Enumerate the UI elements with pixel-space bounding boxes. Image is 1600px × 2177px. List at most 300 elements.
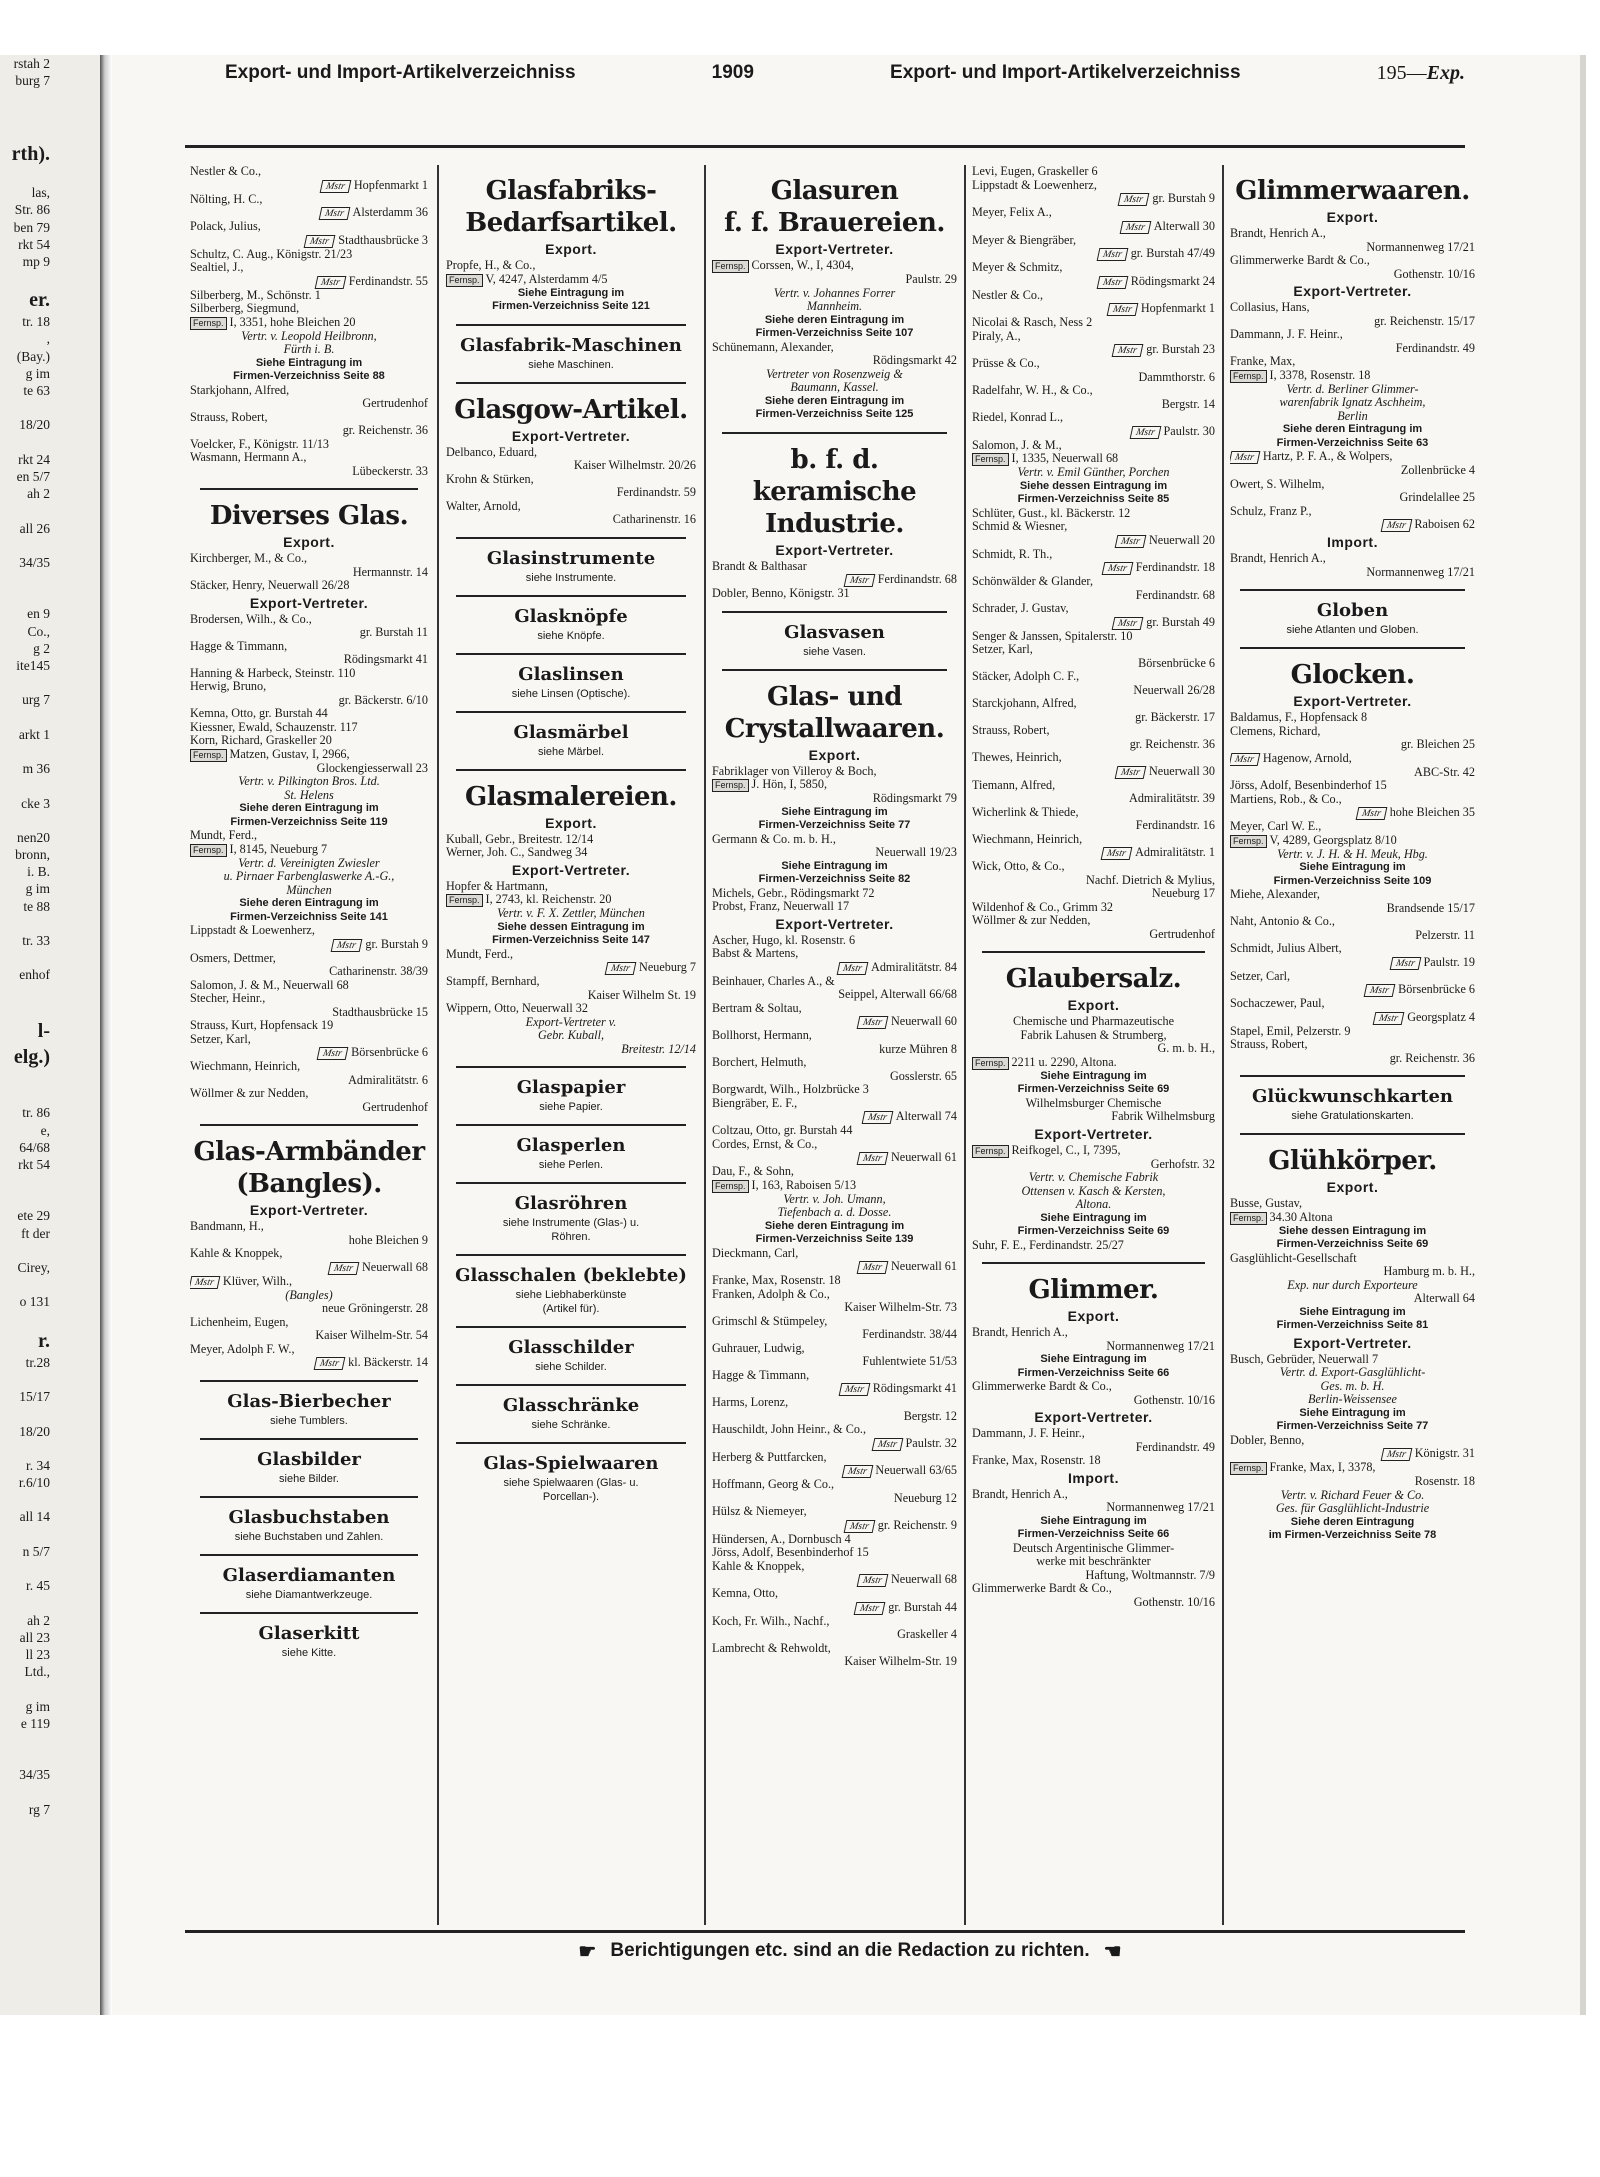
entry-line <box>446 846 696 860</box>
telephone-badge: Fernsp. <box>1230 1462 1267 1475</box>
entry-text: Gertrudenhof <box>362 1100 428 1114</box>
section-divider <box>982 1262 1205 1264</box>
entry-text: Miehe, Alexander, <box>1230 888 1320 901</box>
previous-page-text: g im <box>25 1698 50 1714</box>
previous-page-text <box>0 167 100 184</box>
entry-text: Stadthausbrücke 15 <box>332 1005 428 1019</box>
entry-text: Glasschalen (beklebte) <box>455 1265 687 1286</box>
entry-address <box>972 765 1215 779</box>
entry-address <box>190 1006 428 1020</box>
entry-text: Export-Vertreter. <box>1293 283 1412 299</box>
entry-line <box>1230 752 1475 766</box>
previous-page-text: 34/35 <box>19 554 50 570</box>
entry-text: Ferdinandstr. 59 <box>616 486 696 499</box>
entry-text: Lübeckerstr. 33 <box>352 464 428 478</box>
section-divider <box>456 1326 686 1328</box>
entry-text: Firmen-Verzeichniss Seite 141 <box>230 910 388 923</box>
entry-line <box>446 880 696 894</box>
entry-line <box>1230 888 1475 902</box>
entry-address <box>712 1355 957 1369</box>
entry-text: Cordes, Ernst, & Co., <box>712 1137 818 1151</box>
entry-text: Hauschildt, John Heinr., & Co., <box>712 1423 867 1436</box>
entry-text: gr. Reichenstr. 36 <box>342 424 428 437</box>
entry-text: Neuerwall 68 <box>362 1260 428 1274</box>
category-heading <box>712 508 957 540</box>
entry-line <box>1230 915 1475 929</box>
entry-text: Wilhelmsburger Chemische <box>1025 1096 1162 1110</box>
previous-page-text: g 2 <box>33 640 50 656</box>
previous-page-text <box>0 1001 100 1018</box>
entry-text: Propfe, H., & Co., <box>446 259 536 272</box>
representation-note <box>972 1171 1215 1185</box>
entry-text: Dobler, Benno, Königstr. 31 <box>712 587 850 600</box>
entry-text: Siehe deren Eintragung <box>1290 1515 1415 1528</box>
entry-address <box>972 1394 1215 1408</box>
entry-text: Glimmerwerke Bardt & Co., <box>972 1380 1112 1393</box>
entry-text: Export. <box>1067 997 1120 1013</box>
entry-address <box>190 275 428 289</box>
entry-text: Glasfabrik-Maschinen <box>460 334 682 356</box>
category-heading <box>190 500 428 532</box>
entry-address <box>1230 1011 1475 1025</box>
mstr-badge: Mstr <box>843 1520 875 1533</box>
previous-page-text <box>0 1070 100 1087</box>
representation-note <box>712 300 957 314</box>
entry-address <box>712 1260 957 1274</box>
category-heading <box>712 444 957 508</box>
entry-text: Siehe Eintragung im <box>1299 1406 1406 1419</box>
previous-page-text <box>0 1749 100 1766</box>
entry-address <box>190 1046 428 1060</box>
page-number-value: 195— <box>1376 61 1427 84</box>
entry-line <box>446 948 696 962</box>
entry-text: Röhren. <box>551 1231 591 1243</box>
entry-text: Siehe Eintragung im <box>1299 1305 1406 1318</box>
entry-text: Hündersen, A., Dornbusch 4 <box>712 1532 851 1546</box>
column-divider <box>964 165 966 1925</box>
representation-note <box>1230 1279 1475 1293</box>
entry-address <box>712 792 957 806</box>
cross-reference <box>1230 1109 1475 1123</box>
entry-line <box>972 234 1215 248</box>
entry-text: siehe Spielwaaren (Glas- u. <box>503 1477 639 1489</box>
representation-note <box>190 789 428 803</box>
section-subheading <box>712 914 957 934</box>
entry-line <box>190 1220 428 1234</box>
cross-reference <box>446 358 696 372</box>
entry-text: Industrie. <box>765 508 904 539</box>
entry-line <box>972 833 1215 847</box>
entry-text: Jörss, Adolf, Besenbinderhof 15 <box>1230 779 1387 792</box>
entry-text: Setzer, Karl, <box>190 1032 251 1046</box>
entry-text: siehe Instrumente. <box>525 571 617 584</box>
category-heading <box>446 663 696 687</box>
entry-address <box>1230 315 1475 329</box>
category-heading <box>446 1336 696 1360</box>
entry-text: Siehe Eintragung im <box>517 286 625 299</box>
register-reference <box>972 1212 1215 1226</box>
section-divider <box>1240 589 1465 591</box>
entry-text: Firmen-Verzeichniss Seite 82 <box>758 873 911 885</box>
entry-text: Stadthausbrücke 3 <box>338 233 428 247</box>
previous-page-text: e 119 <box>20 1715 50 1731</box>
entry-text: Siehe Eintragung im <box>781 805 888 818</box>
previous-page-text: Co., <box>27 623 50 639</box>
entry-text: Starkjohann, Alfred, <box>190 383 290 397</box>
representation-note <box>712 1206 957 1220</box>
category-heading <box>446 1134 696 1158</box>
previous-page-text: (Bay.) <box>16 348 50 364</box>
entry-text: Gerhofstr. 32 <box>1150 1157 1215 1171</box>
previous-page-text <box>0 1594 100 1611</box>
category-heading <box>190 1136 428 1168</box>
section-subheading <box>446 860 696 880</box>
cross-reference <box>190 1646 428 1660</box>
section-subheading <box>1230 281 1475 301</box>
entry-line <box>190 165 428 179</box>
section-divider <box>722 669 947 671</box>
entry-line <box>972 507 1215 521</box>
entry-text: Glaslinsen <box>518 663 624 685</box>
entry-address <box>712 1151 957 1165</box>
entry-text: Tiefenbach a. d. Dosse. <box>777 1206 892 1219</box>
entry-address <box>1230 491 1475 505</box>
entry-text: Vertr. v. Leopold Heilbronn, <box>241 329 377 343</box>
cross-reference <box>446 1476 696 1490</box>
cross-reference <box>446 687 696 701</box>
previous-page-text <box>0 1371 100 1388</box>
entry-line <box>190 1247 428 1261</box>
entry-text: Wicherlink & Thiede, <box>972 805 1079 819</box>
entry-address <box>190 1302 428 1316</box>
category-heading <box>446 1192 696 1216</box>
mstr-badge: Mstr <box>605 962 637 975</box>
representation-note <box>1230 383 1475 397</box>
entry-address <box>190 694 428 708</box>
previous-page-text: m 36 <box>22 761 50 777</box>
section-subheading <box>1230 1177 1475 1197</box>
entry-text: Siehe Eintragung im <box>1040 1211 1147 1224</box>
entry-text: Glasvasen <box>784 621 885 643</box>
entry-text: Vertr. d. Berliner Glimmer- <box>1286 382 1419 396</box>
entry-line <box>190 1343 428 1357</box>
entry-text: Strauss, Robert, <box>972 724 1050 737</box>
section-divider <box>200 1612 418 1614</box>
entry-text: Berlin-Weissensee <box>1308 1393 1397 1406</box>
entry-line <box>712 1615 957 1629</box>
entry-text: Vertr. d. Export-Gasglühlicht- <box>1279 1366 1426 1379</box>
entry-address <box>446 961 696 975</box>
entry-line <box>1230 1353 1475 1367</box>
entry-text: Firmen-Verzeichniss Seite 88 <box>233 370 385 382</box>
entry-text: Glasbilder <box>257 1449 361 1470</box>
entry-line <box>712 1274 957 1288</box>
entry-text: Mannheim. <box>806 300 863 313</box>
entry-address <box>190 626 428 640</box>
entry-text: Chemische und Pharmazeutische <box>1012 1015 1175 1028</box>
entry-text: Corssen, W., I, 4304, <box>751 259 854 272</box>
entry-text: Graskeller 4 <box>897 1628 957 1641</box>
entry-text: Meyer, Adolph F. W., <box>190 1342 295 1356</box>
entry-line <box>712 1642 957 1656</box>
entry-text: gr. Reichenstr. 9 <box>877 1518 957 1532</box>
entry-line <box>972 452 1215 466</box>
entry-address <box>972 561 1215 575</box>
section-subheading <box>190 593 428 613</box>
entry-text: Wiechmann, Heinrich, <box>190 1060 301 1073</box>
entry-line <box>972 289 1215 303</box>
entry-address <box>972 792 1215 806</box>
entry-text: Herwig, Bruno, <box>190 680 267 693</box>
entry-text: Dammann, J. F. Heinr., <box>1230 328 1343 341</box>
entry-text: Königstr. 31 <box>1414 1447 1475 1460</box>
footer-text: Berichtigungen etc. sind an die Redaction zu richten. <box>610 1940 1090 1961</box>
mstr-badge: Mstr <box>1230 753 1260 766</box>
category-heading <box>1230 1145 1475 1177</box>
mstr-badge: Mstr <box>854 1602 886 1615</box>
entry-line <box>972 602 1215 616</box>
entry-text: Rödingsmarkt 41 <box>872 1382 957 1395</box>
entry-text: Kirchberger, M., & Co., <box>190 552 308 565</box>
entry-line <box>712 560 957 574</box>
entry-text: Delbanco, Eduard, <box>446 445 538 459</box>
entry-text: Ges. für Gasglühlicht-Industrie <box>1275 1502 1430 1515</box>
entry-text: Börsenbrücke 6 <box>1138 656 1215 670</box>
page-number <box>1377 62 1465 85</box>
section-divider <box>982 951 1205 953</box>
entry-text: Neuerwall 68 <box>891 1573 957 1586</box>
previous-page-text <box>0 949 100 966</box>
register-reference <box>712 1233 957 1247</box>
entry-line <box>712 887 957 901</box>
entry-text: Vertr. d. Vereinigten Zwiesler <box>238 856 380 870</box>
register-reference <box>1230 437 1475 451</box>
entry-line <box>712 1396 957 1410</box>
entry-text: gr. Reichenstr. 15/17 <box>1374 314 1475 328</box>
entry-text: Strauss, Kurt, Hopfensack 19 <box>190 1019 334 1032</box>
pointing-hand-left-icon: ☚ <box>1103 1940 1122 1963</box>
entry-text: Export. <box>545 814 597 831</box>
entry-text: Hermannstr. 14 <box>352 565 428 579</box>
category-heading <box>446 1264 696 1288</box>
entry-address <box>712 1301 957 1315</box>
previous-page-text: rkt 54 <box>18 1156 50 1172</box>
entry-text: Gebr. Kuball, <box>537 1029 605 1042</box>
entry-text: Siehe deren Eintragung im <box>1282 423 1423 435</box>
entry-text: Stapel, Emil, Pelzerstr. 9 <box>1230 1024 1351 1038</box>
entry-line <box>190 843 428 857</box>
section-subheading <box>712 540 957 560</box>
entry-line <box>712 1138 957 1152</box>
mstr-badge: Mstr <box>843 574 875 587</box>
category-heading <box>1230 659 1475 691</box>
entry-text: Kuball, Gebr., Breitestr. 12/14 <box>446 832 594 846</box>
entry-text: siehe Tumblers. <box>270 1415 348 1427</box>
entry-line <box>972 914 1215 928</box>
previous-page-text <box>0 1190 100 1207</box>
entry-text: Hagge & Timmann, <box>712 1368 810 1382</box>
entry-text: Korn, Richard, Graskeller 20 <box>190 734 332 747</box>
mstr-badge: Mstr <box>317 1047 349 1060</box>
entry-address <box>972 247 1215 261</box>
entry-text: Neuerwall 61 <box>891 1151 957 1164</box>
section-subheading <box>446 813 696 833</box>
previous-page-text <box>0 1440 100 1457</box>
entry-text: Kaiser Wilhelm-Str. 19 <box>844 1655 957 1668</box>
previous-page-text <box>0 124 100 141</box>
previous-page-text: ete 29 <box>17 1208 50 1224</box>
entry-line <box>1230 505 1475 519</box>
section-divider <box>1240 1133 1465 1135</box>
entry-text: Baldamus, F., Hopfensack 8 <box>1230 711 1368 724</box>
previous-page-text <box>0 674 100 691</box>
entry-text: Naht, Antonio & Co., <box>1230 915 1335 928</box>
entry-text: Ferdinandstr. 38/44 <box>862 1328 957 1341</box>
entry-line <box>190 1060 428 1074</box>
mstr-badge: Mstr <box>1129 426 1161 439</box>
entry-text: Brandt, Henrich A., <box>1230 227 1326 240</box>
entry-text: Brandsende 15/17 <box>1386 901 1475 915</box>
entry-text: Borgwardt, Wilh., Holzbrücke 3 <box>712 1083 869 1096</box>
entry-text: kl. Bäckerstr. 14 <box>348 1356 428 1369</box>
entry-text: Export-Vertreter. <box>249 594 369 611</box>
section-divider <box>722 611 947 613</box>
entry-text: Meyer & Biengräber, <box>972 233 1077 247</box>
entry-line <box>972 1056 1215 1070</box>
section-subheading <box>712 239 957 259</box>
cross-reference <box>446 1288 696 1302</box>
entry-text: Wick, Otto, & Co., <box>972 860 1065 873</box>
entry-text: Siehe Eintragung im <box>255 356 363 369</box>
category-heading <box>190 1564 428 1588</box>
entry-address <box>972 1569 1215 1583</box>
entry-text: Export-Vertreter. <box>511 861 631 878</box>
entry-line <box>712 1478 957 1492</box>
entry-address <box>712 1043 957 1057</box>
entry-line <box>972 1015 1215 1029</box>
entry-line <box>972 806 1215 820</box>
entry-address <box>972 928 1215 942</box>
entry-line <box>712 1315 957 1329</box>
representation-note <box>446 1043 696 1057</box>
entry-address <box>972 534 1215 548</box>
section-divider <box>200 1380 418 1382</box>
previous-page-text: ben 79 <box>13 219 50 235</box>
entry-line <box>972 1326 1215 1340</box>
entry-text: Bergstr. 12 <box>903 1409 957 1423</box>
entry-address <box>190 566 428 580</box>
entry-text: Hagge & Timmann, <box>190 639 288 653</box>
entry-address <box>1230 464 1475 478</box>
register-reference <box>972 1353 1215 1367</box>
entry-text: Schrader, J. Gustav, <box>972 602 1069 615</box>
previous-page-text: ft der <box>21 1225 50 1241</box>
entry-text: siehe Papier. <box>539 1101 603 1113</box>
entry-address <box>972 1158 1215 1172</box>
entry-line <box>190 438 428 452</box>
representation-note <box>972 466 1215 480</box>
entry-address <box>1230 766 1475 780</box>
entry-text: Nölting, H. C., <box>190 192 263 206</box>
entry-text: Neuerwall 26/28 <box>1133 683 1215 697</box>
representation-note <box>190 343 428 357</box>
category-heading <box>712 713 957 745</box>
entry-text: Tiemann, Alfred, <box>972 778 1056 792</box>
entry-address <box>446 486 696 500</box>
entry-text: Gothenstr. 10/16 <box>1133 1595 1215 1609</box>
entry-address <box>190 179 428 193</box>
previous-page-text <box>0 434 100 451</box>
entry-text: Wöllmer & zur Nedden, <box>190 1087 309 1100</box>
entry-line <box>712 1533 957 1547</box>
entry-text: Glasschränke <box>502 1395 640 1416</box>
entry-line <box>190 1033 428 1047</box>
entry-line <box>446 259 696 273</box>
entry-line <box>972 330 1215 344</box>
previous-page-text: urg 7 <box>22 692 50 708</box>
entry-text: V, 4247, Alsterdamm 4/5 <box>485 272 608 286</box>
entry-text: gr. Bäckerstr. 17 <box>1135 710 1215 724</box>
entry-line <box>1230 301 1475 315</box>
entry-line <box>972 520 1215 534</box>
register-reference <box>712 806 957 820</box>
entry-address <box>1230 902 1475 916</box>
cross-reference <box>446 1360 696 1374</box>
entry-line <box>712 833 957 847</box>
header-year: 1909 <box>711 62 754 83</box>
entry-text: gr. Bleichen 25 <box>1400 738 1475 751</box>
mstr-badge: Mstr <box>841 1465 873 1478</box>
entry-text: Neueburg 12 <box>893 1491 957 1505</box>
cross-reference <box>446 1490 696 1504</box>
entry-text: Baumann, Kassel. <box>790 381 879 394</box>
entry-line <box>190 289 428 303</box>
entry-text: Kaiser Wilhelmstr. 20/26 <box>573 459 696 472</box>
entry-text: Breitestr. 12/14 <box>621 1042 696 1056</box>
entry-address <box>712 1573 957 1587</box>
category-heading <box>1230 1085 1475 1109</box>
section-subheading <box>972 1306 1215 1326</box>
entry-text: Kemna, Otto, <box>712 1587 779 1600</box>
telephone-badge: Fernsp. <box>190 844 227 857</box>
entry-text: Bollhorst, Hermann, <box>712 1029 812 1042</box>
entry-line <box>972 1029 1215 1043</box>
entry-text: Rödingsmarkt 41 <box>343 653 428 666</box>
entry-text: Glaserkitt <box>258 1623 360 1644</box>
entry-text: Busse, Gustav, <box>1230 1197 1302 1210</box>
entry-text: Admiralitätstr. 84 <box>871 960 957 974</box>
entry-text: Werner, Joh. C., Sandweg 34 <box>446 846 588 859</box>
entry-address <box>712 1492 957 1506</box>
entry-line <box>972 1380 1215 1394</box>
entry-line <box>1230 1211 1475 1225</box>
entry-text: Nicolai & Rasch, Ness 2 <box>972 316 1093 329</box>
entry-line <box>972 1454 1215 1468</box>
entry-address <box>972 846 1215 860</box>
entry-address <box>1230 738 1475 752</box>
entry-text: Wasmann, Hermann A., <box>190 451 307 464</box>
mstr-badge: Mstr <box>857 1574 889 1587</box>
mstr-badge: Mstr <box>1380 1448 1412 1461</box>
cross-reference <box>446 1418 696 1432</box>
entry-text: Strauss, Robert, <box>1230 1038 1308 1051</box>
entry-text: Glimmerwerke Bardt & Co., <box>972 1582 1112 1595</box>
entry-text: Alterwall 64 <box>1413 1292 1475 1305</box>
entry-text: Alterwall 74 <box>895 1110 957 1123</box>
entry-text: Berlin <box>1337 409 1368 423</box>
mstr-badge: Mstr <box>857 1261 889 1274</box>
representation-note <box>1230 1380 1475 1394</box>
